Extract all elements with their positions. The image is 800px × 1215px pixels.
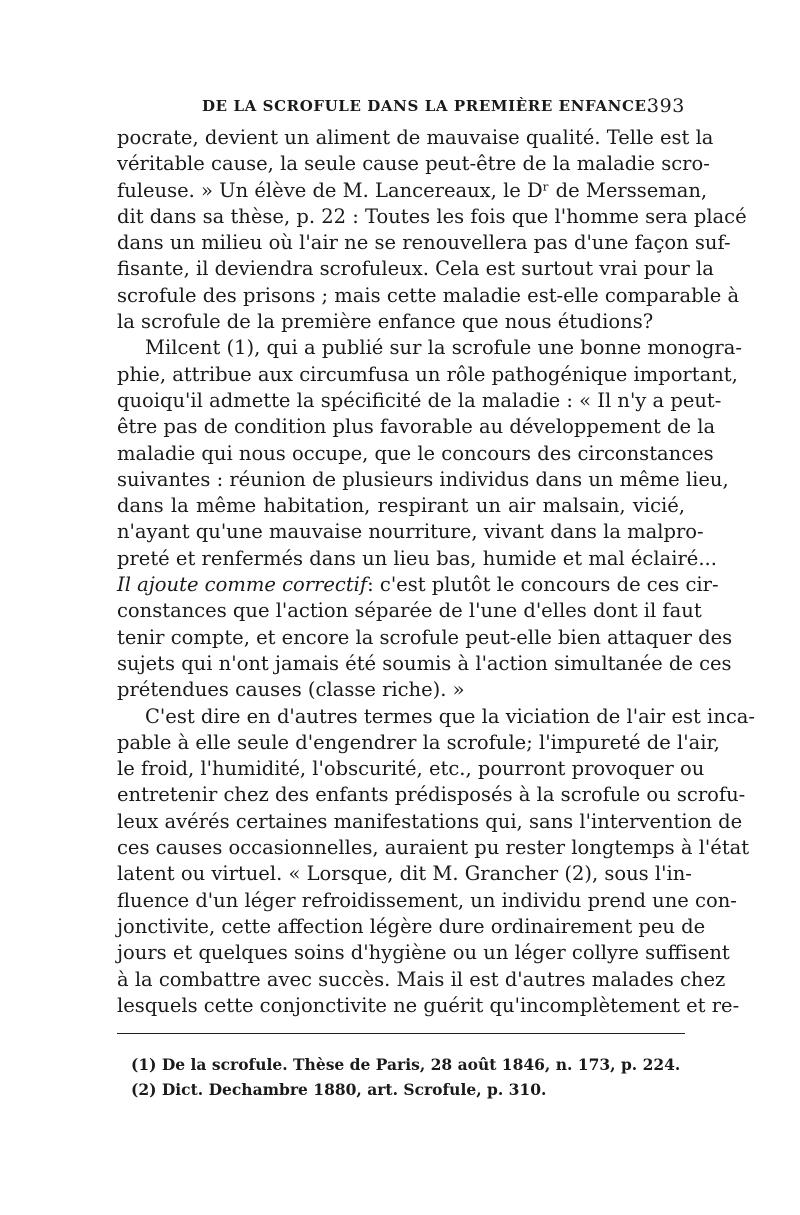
text-line: dit dans sa thèse, p. 22 : Toutes les fois que l'homme sera placé: [117, 204, 747, 228]
text-line: constances que l'action séparée de l'une d'elles dont il faut: [117, 599, 702, 623]
text-line: pable à elle seule d'engendrer la scrofule; l'impureté de l'air,: [117, 730, 720, 754]
text-line: prétendues causes (classe riche). »: [117, 678, 465, 702]
footnote-2: (2) Dict. Dechambre 1880, art. Scrofule, p. 310.: [131, 1080, 547, 1100]
document-page: [117, 95, 755, 1102]
body-text: [117, 125, 755, 1019]
italic-phrase: Il ajoute comme correctif: [117, 573, 368, 597]
text-line: à la combattre avec succès. Mais il est d'autres malades chez: [117, 967, 726, 991]
text-line: fluence d'un léger refroidissement, un individu prend une con-: [117, 888, 737, 912]
text-line: véritable cause, la seule cause peut-être de la maladie scro-: [117, 152, 710, 176]
text-line-italic-lead: Il ajoute comme correctif: c'est plutôt le concours de ces cir-: [117, 573, 719, 597]
text-line: jours et quelques soins d'hygiène ou un léger collyre suffisent: [117, 941, 730, 965]
footnotes: [117, 1052, 685, 1102]
text-line: leux avérés certaines manifestations qui, sans l'intervention de: [117, 809, 743, 833]
text-line: scrofule des prisons ; mais cette maladie est-elle comparable à: [117, 283, 740, 307]
text-line: sujets qui n'ont jamais été soumis à l'action simultanée de ces: [117, 651, 732, 675]
text-line: suivantes : réunion de plusieurs individus dans un même lieu,: [117, 467, 729, 491]
text-line: dans la même habitation, respirant un air malsain, vicié,: [117, 494, 685, 518]
paragraph-3: [117, 704, 755, 1020]
text-line: la scrofule de la première enfance que nous étudions?: [117, 310, 654, 334]
running-title: DE LA SCROFULE DANS LA PREMIÈRE ENFANCE.: [202, 97, 653, 115]
text-line: entretenir chez des enfants prédisposés à la scrofule ou scrofu-: [117, 783, 746, 807]
text-line: lesquels cette conjonctivite ne guérit qu'incomplètement et re-: [117, 993, 740, 1017]
paragraph-2: [117, 335, 742, 703]
text-line: fisante, il deviendra scrofuleux. Cela est surtout vrai pour la: [117, 257, 714, 281]
text-line: dans un milieu où l'air ne se renouvellera pas d'une façon suf-: [117, 231, 731, 255]
text-line: preté et renfermés dans un lieu bas, humide et mal éclairé...: [117, 546, 717, 570]
text-line: pocrate, devient un aliment de mauvaise qualité. Telle est la: [117, 126, 714, 149]
text-line: quoiqu'il admette la spécificité de la maladie : « Il n'y a peut-: [117, 388, 722, 412]
paragraph-1: [117, 125, 747, 335]
text-line: être pas de condition plus favorable au développement de la: [117, 415, 716, 439]
text-line: n'ayant qu'une mauvaise nourriture, vivant dans la malpro-: [117, 520, 704, 544]
page-number: 393: [646, 95, 685, 117]
text-line: jonctivite, cette affection légère dure ordinairement peu de: [117, 914, 706, 938]
text-line: le froid, l'humidité, l'obscurité, etc., pourront provoquer ou: [117, 757, 705, 781]
text-line: phie, attribue aux circumfusa un rôle pathogénique important,: [117, 362, 738, 386]
text-line: Milcent (1), qui a publié sur la scrofule une bonne monogra-: [145, 336, 742, 360]
text-line: tenir compte, et encore la scrofule peut-elle bien attaquer des: [117, 625, 733, 649]
page-header: [117, 95, 685, 125]
text-line: maladie qui nous occupe, que le concours des circonstances: [117, 441, 714, 465]
text-line: fuleuse. » Un élève de M. Lancereaux, le Dʳ de Mersseman,: [117, 178, 708, 202]
text-line: latent ou virtuel. « Lorsque, dit M. Grancher (2), sous l'in-: [117, 862, 692, 886]
footnote-divider: [117, 1033, 685, 1034]
text-line: C'est dire en d'autres termes que la viciation de l'air est inca-: [145, 704, 755, 728]
footnote-1: (1) De la scrofule. Thèse de Paris, 28 août 1846, n. 173, p. 224.: [131, 1055, 681, 1075]
text-line: ces causes occasionnelles, auraient pu rester longtemps à l'état: [117, 836, 750, 860]
